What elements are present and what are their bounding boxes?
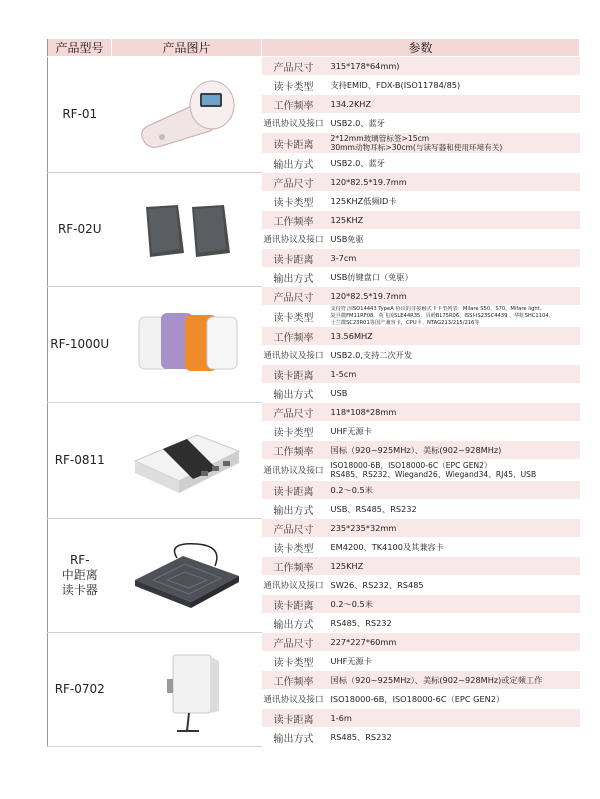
param-value	[326, 192, 580, 211]
spec-table-body	[48, 57, 580, 747]
product-spec-sheet	[47, 38, 579, 747]
param-value-line: RS485、RS232	[330, 618, 392, 629]
param-value-line: USB2.0、蓝牙	[330, 117, 385, 128]
param-value	[326, 519, 580, 538]
param-name: 产品尺寸	[262, 173, 326, 192]
param-name: 读卡距离	[262, 709, 326, 728]
param-name: 输出方式	[262, 500, 326, 519]
table-row	[48, 287, 580, 306]
param-name: 产品尺寸	[262, 287, 326, 306]
param-name: 输出方式	[262, 154, 326, 173]
param-value	[326, 230, 580, 249]
param-name: 工作频率	[262, 95, 326, 114]
param-value	[326, 500, 580, 519]
param-value-line: USB2.0,支持二次开发	[330, 350, 413, 361]
uhf-reader-icon	[112, 403, 262, 519]
param-value	[326, 576, 580, 595]
param-name: 通讯协议及接口	[262, 460, 326, 481]
colored-readers-icon	[112, 287, 262, 403]
param-value-line: 复旦微FM11RF08、英飞凌SLE44R35、贝岭BL75R06、ISSI-IS23SC4439 、华虹SHC1104、	[330, 312, 554, 319]
param-value-line: 125KHZ低频ID卡	[330, 195, 397, 206]
product-model	[48, 173, 112, 287]
param-name: 工作频率	[262, 327, 326, 346]
param-value	[326, 422, 580, 441]
param-value	[326, 595, 580, 614]
param-value	[326, 114, 580, 133]
param-value-line: 118*108*28mm	[330, 407, 397, 418]
param-value	[326, 690, 580, 709]
param-value-line: 0.2～0.5米	[330, 599, 373, 610]
param-name: 输出方式	[262, 268, 326, 287]
param-name: 读卡距离	[262, 365, 326, 384]
panel-antenna-reader-icon	[112, 633, 262, 747]
param-value	[326, 287, 580, 306]
param-value-line: 1-5cm	[330, 369, 357, 380]
header-row	[48, 39, 580, 57]
param-name: 读卡距离	[262, 133, 326, 154]
table-row	[48, 403, 580, 422]
param-value-line: UHF无源卡	[330, 426, 372, 437]
param-name: 产品尺寸	[262, 519, 326, 538]
header-image: 产品图片	[112, 39, 262, 57]
param-name: 产品尺寸	[262, 403, 326, 422]
param-name: 通讯协议及接口	[262, 576, 326, 595]
param-value-line: RS485、RS232	[330, 732, 392, 743]
param-value-line: 120*82.5*19.7mm	[330, 176, 407, 187]
param-value-line: 315*178*64mm)	[330, 60, 400, 71]
param-value	[326, 365, 580, 384]
param-value-line: EM4200、TK4100及其兼容卡	[330, 542, 444, 553]
param-value	[326, 403, 580, 422]
param-name: 读卡距离	[262, 481, 326, 500]
product-model	[48, 519, 112, 633]
handheld-reader-icon	[112, 57, 262, 173]
desktop-reader-pair-icon	[112, 173, 262, 287]
param-name: 通讯协议及接口	[262, 230, 326, 249]
param-value-line: 支持符合ISO14443 TypeA 协议的非接触式卡卡型列表：Milare S50、S70、Mifare light,	[330, 306, 542, 312]
product-model	[48, 287, 112, 403]
param-value	[326, 346, 580, 365]
param-value	[326, 57, 580, 76]
table-row	[48, 633, 580, 652]
param-value-line: 国标（920~925MHz）、美标(902~928MHz)	[330, 445, 502, 456]
param-value	[326, 76, 580, 95]
product-model-line: RF-0811	[54, 453, 105, 468]
param-value-line: 125KHZ	[330, 561, 364, 572]
param-name: 读卡类型	[262, 538, 326, 557]
param-name: 通讯协议及接口	[262, 690, 326, 709]
param-value	[326, 306, 580, 327]
param-value-line: 0.2～0.5米	[330, 485, 373, 496]
param-value	[326, 728, 580, 747]
product-model-line: RF-	[69, 553, 90, 568]
param-name: 产品尺寸	[262, 633, 326, 652]
param-value-line: 227*227*60mm	[330, 637, 397, 648]
param-name: 工作频率	[262, 441, 326, 460]
param-value-line: 134.2KHZ	[330, 98, 372, 109]
param-name: 读卡类型	[262, 652, 326, 671]
product-model	[48, 57, 112, 173]
param-value	[326, 614, 580, 633]
param-value	[326, 249, 580, 268]
param-value-line: 士兰微SC23R01等国产兼容卡，CPU卡、NTAG213/215/216等	[330, 319, 480, 326]
param-value-line: USB免驱	[330, 233, 364, 244]
param-value-line: 2*12mm玻璃管标签>15cm	[330, 133, 430, 143]
param-value	[326, 652, 580, 671]
param-value-line: 120*82.5*19.7mm	[330, 290, 407, 301]
param-value	[326, 441, 580, 460]
param-value	[326, 671, 580, 690]
param-name: 输出方式	[262, 728, 326, 747]
param-value-line: ISO18000-6B，ISO18000-6C（EPC GEN2）	[330, 460, 492, 470]
param-name: 通讯协议及接口	[262, 346, 326, 365]
product-model-line: 读卡器	[61, 583, 98, 598]
param-value	[326, 460, 580, 481]
param-value-line: 1-6m	[330, 713, 352, 724]
product-model	[48, 633, 112, 747]
product-model-line: RF-01	[62, 107, 98, 121]
table-row	[48, 519, 580, 538]
product-model-line: RF-02U	[57, 222, 102, 236]
param-value-line: 国标（920~925MHz）、美标(902~928MHz)或定频工作	[330, 675, 543, 686]
param-name: 输出方式	[262, 384, 326, 403]
param-value	[326, 211, 580, 230]
header-params: 参数	[262, 39, 580, 57]
spec-table	[47, 38, 580, 747]
param-name: 产品尺寸	[262, 57, 326, 76]
param-name: 工作频率	[262, 557, 326, 576]
product-model	[48, 403, 112, 519]
param-value-line: RS485、RS232、Wiegand26、Wiegand34、RJ45、USB	[330, 470, 537, 480]
product-model-line: RF-1000U	[50, 337, 110, 352]
table-row	[48, 173, 580, 192]
param-value	[326, 133, 580, 154]
param-value-line: SW26、RS232、RS485	[330, 580, 424, 591]
param-value-line: 支持EMID、FDX-B(ISO11784/85)	[330, 79, 461, 90]
param-name: 工作频率	[262, 211, 326, 230]
param-value-line: 13.56MHZ	[330, 331, 373, 342]
param-name: 工作频率	[262, 671, 326, 690]
param-name: 输出方式	[262, 614, 326, 633]
header-model: 产品型号	[48, 39, 112, 57]
param-value	[326, 538, 580, 557]
table-row	[48, 57, 580, 76]
product-model-line: 中距离	[61, 568, 98, 583]
param-value-line: ISO18000-6B，ISO18000-6C（EPC GEN2）	[330, 694, 505, 705]
param-value	[326, 481, 580, 500]
product-model-line: RF-0702	[54, 682, 105, 697]
param-value	[326, 709, 580, 728]
param-value-line: 3-7cm	[330, 252, 357, 263]
param-value	[326, 173, 580, 192]
param-name: 通讯协议及接口	[262, 114, 326, 133]
param-value-line: 235*235*32mm	[330, 523, 397, 534]
param-value-line: 125KHZ	[330, 214, 364, 225]
param-value-line: 30mm动物耳标>30cm(与读写器和使用环境有关)	[330, 143, 503, 152]
param-name: 读卡类型	[262, 422, 326, 441]
param-name: 读卡类型	[262, 76, 326, 95]
param-value	[326, 154, 580, 173]
param-name: 读卡类型	[262, 192, 326, 211]
param-value-line: USB2.0、蓝牙	[330, 157, 385, 168]
param-name: 读卡距离	[262, 249, 326, 268]
param-value	[326, 557, 580, 576]
param-value-line: UHF无源卡	[330, 656, 372, 667]
param-value-line: USB、RS485、RS232	[330, 504, 417, 515]
param-value	[326, 95, 580, 114]
param-value-line: USB仿键盘口（免驱）	[330, 271, 413, 282]
param-value	[326, 327, 580, 346]
param-name: 读卡类型	[262, 306, 326, 327]
param-value-line: USB	[330, 388, 348, 399]
param-value	[326, 268, 580, 287]
param-value	[326, 384, 580, 403]
param-value	[326, 633, 580, 652]
param-name: 读卡距离	[262, 595, 326, 614]
mid-range-reader-icon	[112, 519, 262, 633]
